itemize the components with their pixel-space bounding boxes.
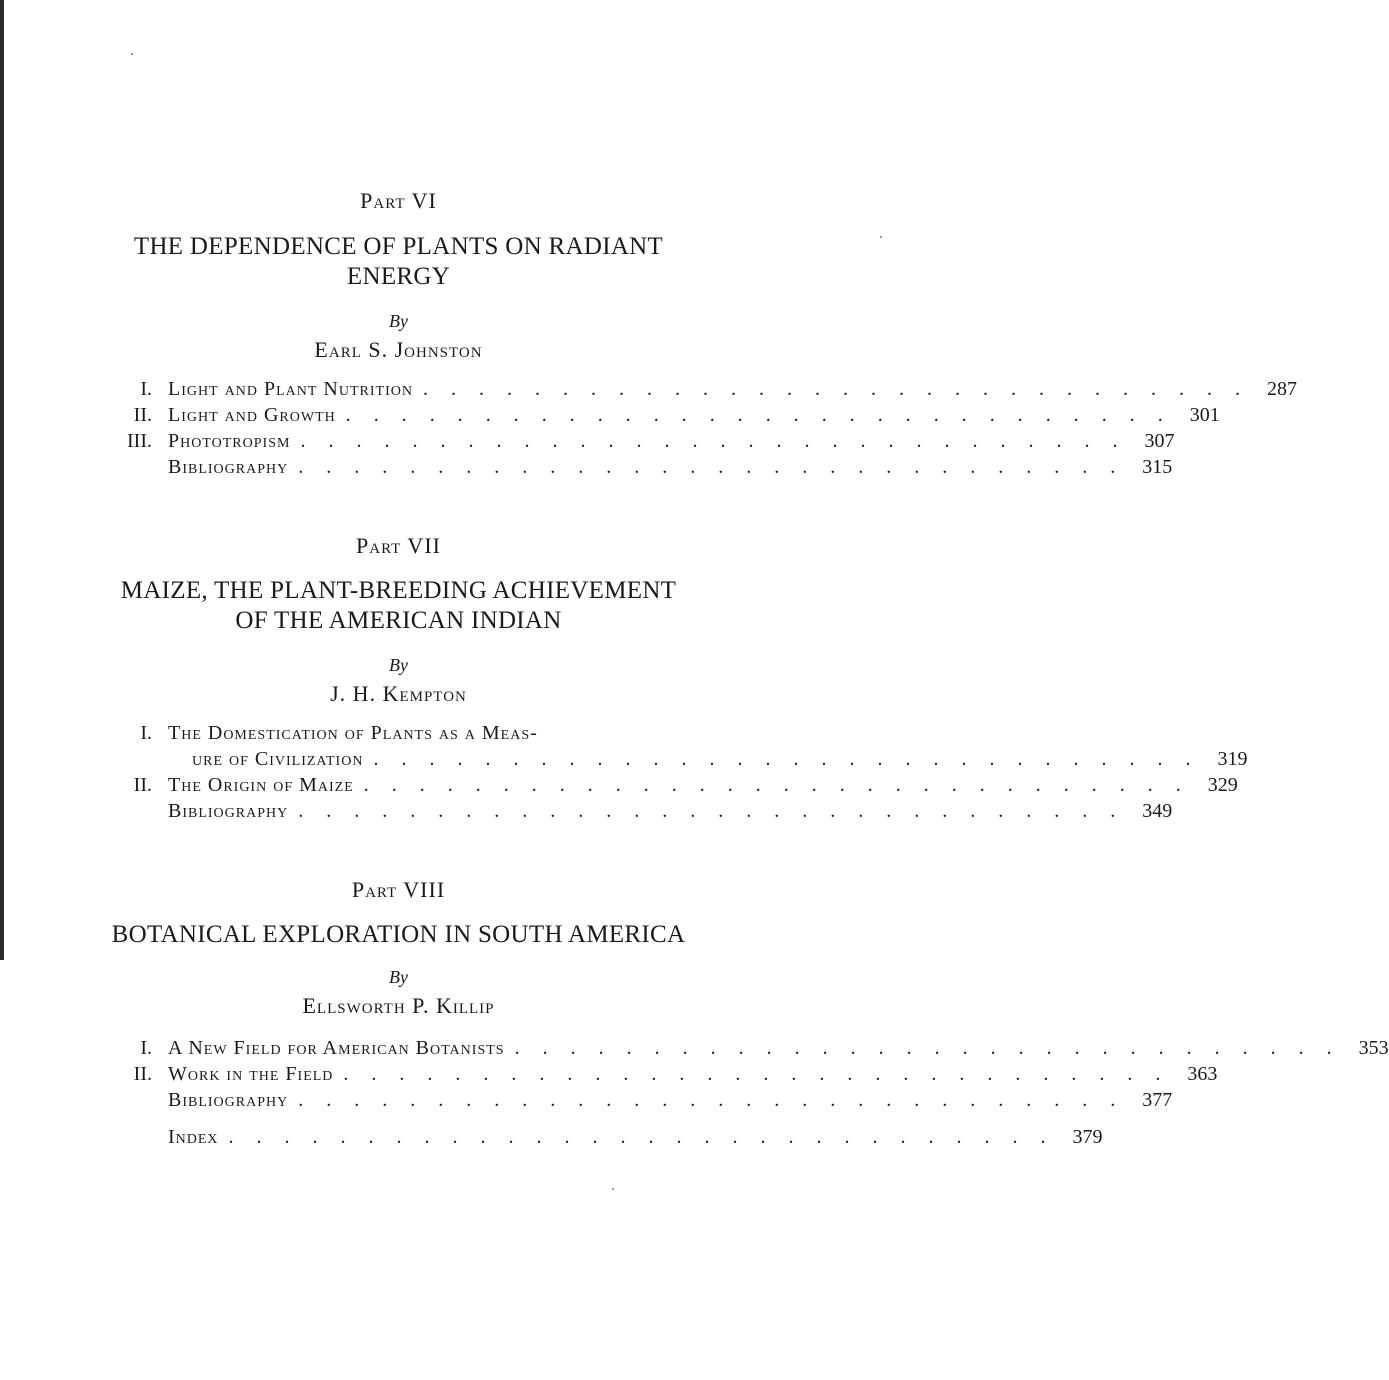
dot-leader: . . . . . . . . . . . . . . . . . . . . . . . . . . . . . . [300, 430, 1127, 452]
toc-entry[interactable] [100, 720, 1248, 772]
page-number: 319 [1217, 748, 1248, 770]
dot-leader: . . . . . . . . . . . . . . . . . . . . . . . . . . . . . . [228, 1126, 1055, 1148]
by-label: By [389, 311, 408, 331]
part-title-line: THE DEPENDENCE OF PLANTS ON RADIANT [133, 233, 664, 260]
chapter-title: Light and Growth [168, 404, 336, 426]
chapter-number: III. [127, 430, 152, 452]
chapter-number: II. [133, 774, 152, 796]
by-label: By [389, 967, 408, 987]
part-title-line: BOTANICAL EXPLORATION IN SOUTH AMERICA [111, 921, 686, 948]
chapter-title: ure of Civilization [192, 748, 364, 770]
page-number: 353 [1358, 1037, 1389, 1059]
dot-leader: . . . . . . . . . . . . . . . . . . . . . . . . . . . . . . [298, 1089, 1125, 1111]
by-label: By [389, 655, 408, 675]
chapter-title-line1: The Domestication of Plants as a Meas- [168, 722, 538, 744]
paper-speck [131, 53, 133, 55]
dot-leader: . . . . . . . . . . . . . . . . . . . . . . . . . . . . . . [363, 774, 1190, 796]
toc-entry[interactable] [100, 402, 1220, 428]
toc-entry[interactable] [100, 772, 1238, 798]
dot-leader: . . . . . . . . . . . . . . . . . . . . . . . . . . . . . . [345, 404, 1172, 426]
chapter-number: I. [140, 378, 152, 400]
part-title-line: MAIZE, THE PLANT-BREEDING ACHIEVEMENT [120, 577, 677, 604]
part-heading: Part VII [356, 533, 441, 558]
toc-entry[interactable] [100, 454, 1173, 480]
author-name: Earl S. Johnston [314, 337, 483, 362]
chapter-number: II. [133, 1063, 152, 1085]
author-name: Ellsworth P. Killip [302, 993, 495, 1018]
chapter-title: Light and Plant Nutrition [168, 378, 413, 400]
dot-leader: . . . . . . . . . . . . . . . . . . . . . . . . . . . . . . [298, 456, 1125, 478]
author-name: J. H. Kempton [330, 681, 467, 706]
chapter-title: A New Field for American Botanists [168, 1037, 505, 1059]
chapter-number: I. [140, 722, 152, 744]
toc-entry[interactable] [100, 1035, 1389, 1061]
toc-entry[interactable] [100, 428, 1175, 454]
page-edge-shadow [0, 0, 4, 960]
chapter-title: Bibliography [168, 800, 289, 822]
part-title [100, 232, 697, 292]
page-number: 307 [1144, 430, 1175, 452]
part-title-line: OF THE AMERICAN INDIAN [235, 607, 562, 634]
dot-leader: . . . . . . . . . . . . . . . . . . . . . . . . . . . . . . [422, 378, 1249, 400]
chapter-number: II. [133, 404, 152, 426]
toc-entry[interactable] [100, 798, 1173, 824]
chapter-number: I. [140, 1037, 152, 1059]
chapter-title: The Origin of Maize [168, 774, 354, 796]
page-number: 363 [1187, 1063, 1218, 1085]
chapter-title: Bibliography [168, 456, 289, 478]
page-number: 349 [1142, 800, 1173, 822]
chapter-title: Work in the Field [168, 1063, 334, 1085]
page-number: 287 [1266, 378, 1297, 400]
page-number: 329 [1207, 774, 1238, 796]
page-number: 315 [1142, 456, 1173, 478]
paper-speck [612, 1188, 614, 1190]
toc-entry[interactable] [100, 376, 1297, 402]
part-heading: Part VIII [351, 877, 446, 902]
paper-speck [880, 236, 882, 238]
chapter-title: Index [168, 1126, 219, 1148]
page-number: 301 [1189, 404, 1220, 426]
dot-leader: . . . . . . . . . . . . . . . . . . . . . . . . . . . . . . [373, 748, 1200, 770]
part-heading: Part VI [360, 188, 437, 213]
toc-entry[interactable] [100, 1124, 1103, 1150]
chapter-title: Bibliography [168, 1089, 289, 1111]
dot-leader: . . . . . . . . . . . . . . . . . . . . . . . . . . . . . . [514, 1037, 1341, 1059]
chapter-title: Phototropism [168, 430, 291, 452]
toc-entry[interactable] [100, 1087, 1173, 1113]
part-title [100, 576, 697, 636]
toc-entry[interactable] [100, 1061, 1218, 1087]
page-number: 379 [1072, 1126, 1103, 1148]
dot-leader: . . . . . . . . . . . . . . . . . . . . . . . . . . . . . . [343, 1063, 1170, 1085]
dot-leader: . . . . . . . . . . . . . . . . . . . . . . . . . . . . . . [298, 800, 1125, 822]
part-title [100, 920, 697, 950]
page-number: 377 [1142, 1089, 1173, 1111]
part-title-line: ENERGY [346, 263, 451, 290]
